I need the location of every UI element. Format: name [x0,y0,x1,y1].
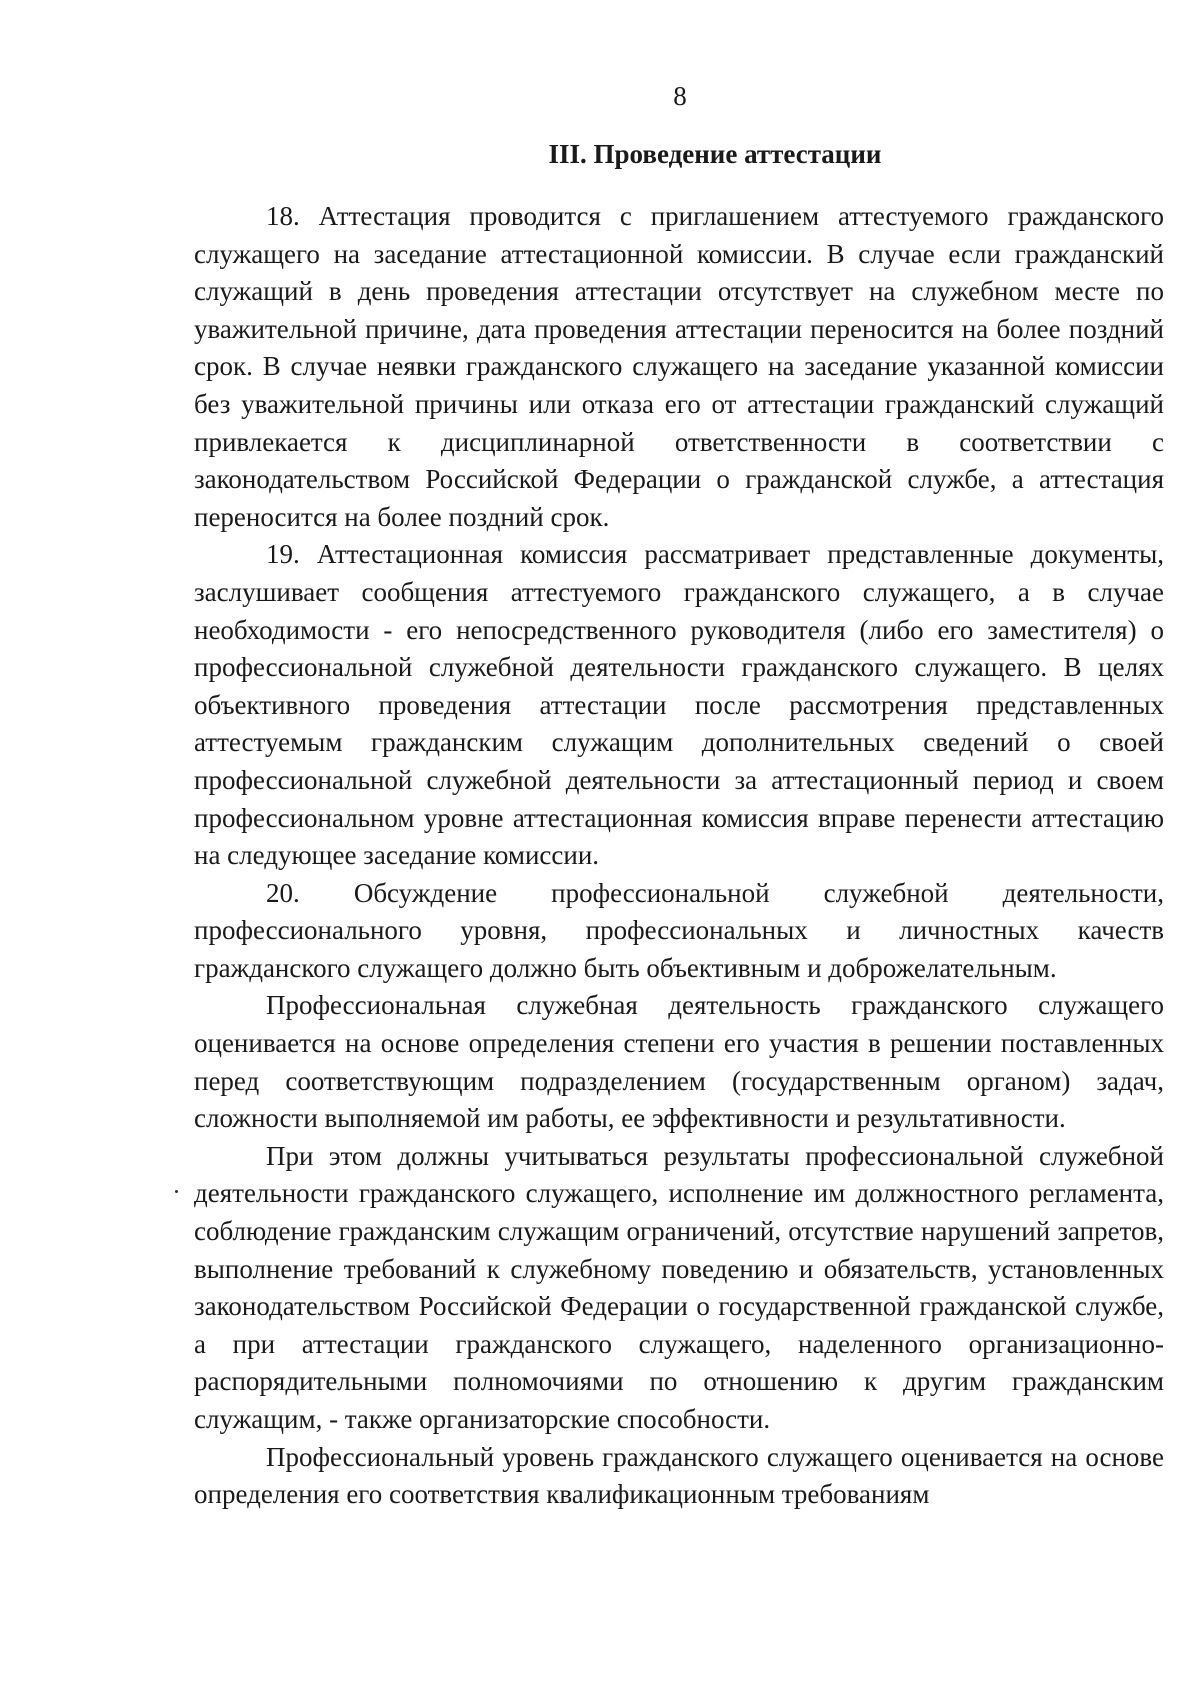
body-text [194,198,1164,1514]
scan-mark [175,1190,178,1193]
paragraph-19: 19. Аттестационная комиссия рассматривает представленные документы, заслушивает сообщения аттестуемого гражданского служащего, а в случае необходимости - его непосредственного руководителя (либо его заместителя) о профессиональной служебной деятельности гражданского служащего. В целях объективного проведения аттестации после рассмотрения представленных аттестуемым гражданским служащим дополнительных сведений о своей профессиональной служебной деятельности за аттестационный период и своем профессиональном уровне аттестационная комиссия вправе перенести аттестацию на следующее заседание комиссии. [194,539,1164,871]
paragraph-activity-assessment: Профессиональная служебная деятельность гражданского служащего оценивается на основе определения степени его участия в решении поставленных перед соответствующим подразделением (государственным органом) задач, сложности выполняемой им работы, ее эффективности и результативности. [194,990,1164,1134]
paragraph-professional-level: Профессиональный уровень гражданского служащего оценивается на основе определения его соответствия квалификационным требованиям [194,1441,1164,1510]
paragraph-18: 18. Аттестация проводится с приглашением аттестуемого гражданского служащего на заседание аттестационной комиссии. В случае если гражданский служащий в день проведения аттестации отсутствует на служебном месте по уважительной причине, дата проведения аттестации переносится на более поздний срок. В случае неявки гражданского служащего на заседание указанной комиссии без уважительной причины или отказа его от аттестации гражданский служащий привлекается к дисциплинарной ответственности в соответствии с законодательством Российской Федерации о гражданской службе, а аттестация переносится на более поздний срок. [194,201,1164,532]
page-number: 8 [673,81,687,111]
section-heading: III. Проведение аттестации [548,139,882,169]
paragraph-results-consideration: При этом должны учитываться результаты профессиональной служебной деятельности гражданского служащего, исполнение им должностного регламента, соблюдение гражданским служащим ограничений, отсутствие нарушений запретов, выполнение требований к служебному поведению и обязательств, установленных законодательством Российской Федерации о государственной гражданской службе, а при аттестации гражданского служащего, наделенного организационно-распорядительными полномочиями по отношению к другим гражданским служащим, - также организаторские способности. [194,1140,1164,1434]
paragraph-20: 20. Обсуждение профессиональной служебной деятельности, профессионального уровня, профессиональных и личностных качеств гражданского служащего должно быть объективным и доброжелательным. [194,877,1164,983]
